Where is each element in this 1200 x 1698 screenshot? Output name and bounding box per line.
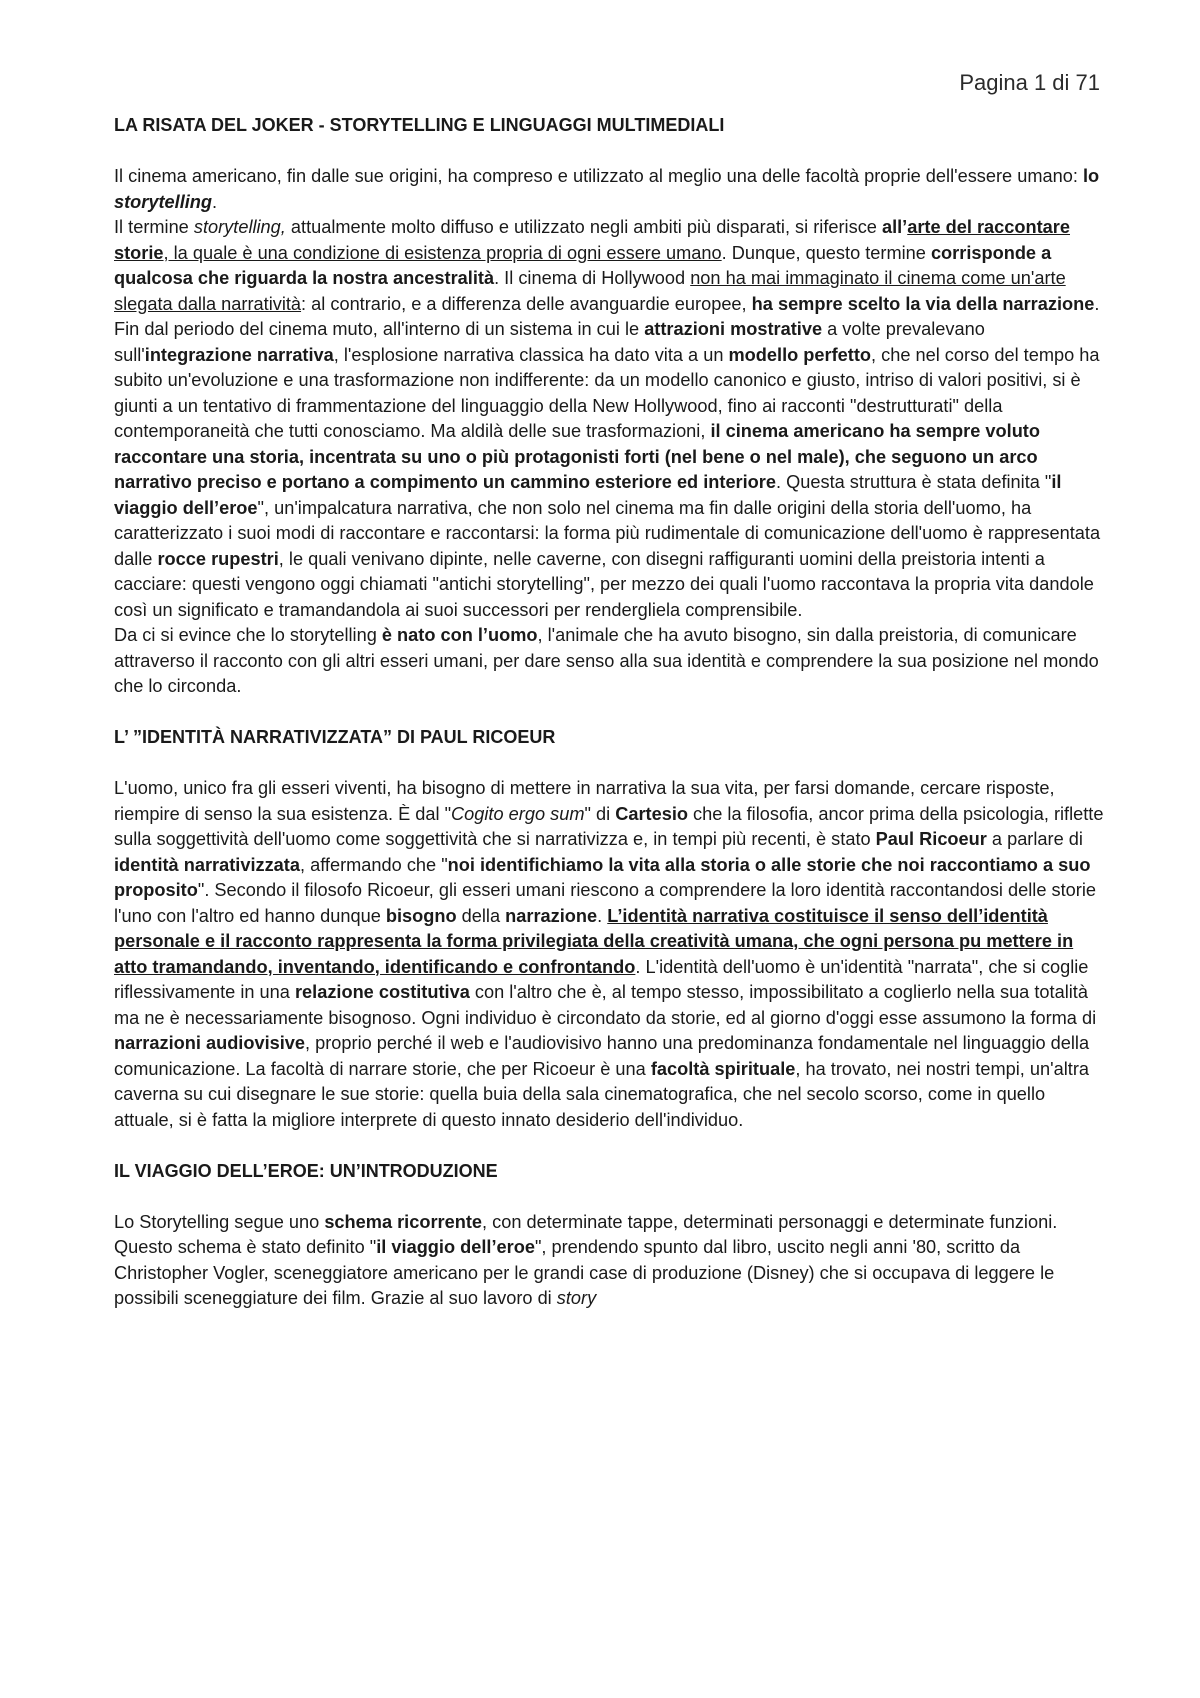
page-number: Pagina 1 di 71: [959, 70, 1100, 95]
text-run: Il cinema americano, fin dalle sue origini, ha compreso e utilizzato al meglio una delle facoltà proprie dell'essere umano:: [114, 166, 1083, 186]
text-run: . Dunque, questo termine: [721, 242, 931, 263]
paragraph: [114, 1235, 1104, 1312]
text-run: Paul Ricoeur: [875, 829, 987, 849]
text-run: attrazioni mostrative: [644, 319, 823, 339]
text-run: è nato con l’uomo: [381, 625, 538, 645]
paragraph: [114, 215, 1104, 623]
paragraph: [114, 1210, 1104, 1236]
text-run: rocce rupestri: [157, 548, 279, 569]
paragraph: [114, 164, 1104, 215]
text-run: Cartesio: [615, 803, 688, 824]
text-run: il cinema americano ha sempre voluto raccontare una storia, incentrata su uno o più protagonisti forti (nel bene o nel male), che seguono un arco narrativo preciso e portano a compimento un cammino esteriore ed interiore: [114, 421, 1040, 492]
text-run: Da ci si evince che lo storytelling: [114, 625, 382, 645]
text-run: ", prendendo spunto dal libro, uscito negli anni '80, scritto da Christopher Vogler, sceneggiatore americano per le grandi case di produzione (Disney) che si occupava di leggere le possibili sceneggiature dei film. Grazie al suo lavoro di: [114, 1237, 1055, 1308]
text-run: , la quale è una condizione di esistenza propria di ogni essere umano: [163, 242, 722, 263]
text-run: .: [597, 905, 608, 926]
text-run: non ha mai immaginato il cinema come un'arte slegata dalla narratività: [114, 268, 1066, 314]
text-run: . Questa struttura è stata definita ": [776, 472, 1052, 492]
section-heading: LA RISATA DEL JOKER - STORYTELLING E LINGUAGGI MULTIMEDIALI: [114, 115, 725, 135]
text-run: Lo Storytelling segue uno: [114, 1211, 325, 1232]
text-run: della: [456, 905, 506, 926]
document-body: [114, 113, 1104, 1312]
text-run: ". Secondo il filosofo Ricoeur, gli esseri umani riescono a comprendere la loro identità raccontandosi delle storie l'uno con l'altro ed hanno dunque: [114, 880, 1096, 926]
text-run: , l'animale che ha avuto bisogno, sin dalla preistoria, di comunicare attraverso il racconto con gli altri esseri umani, per dare senso alla sua identità e comprendere la sua posizione nel mondo che lo circonda.: [114, 625, 1099, 696]
text-run: noi identifichiamo la vita alla storia o alle storie che noi raccontiamo a suo proposito: [114, 854, 1091, 900]
section-spacer: [114, 1133, 1104, 1159]
text-run: story: [556, 1288, 597, 1308]
text-run: identità narrativizzata: [114, 854, 300, 875]
text-run: L'uomo, unico fra gli esseri viventi, ha bisogno di mettere in narrativa la sua vita, per farsi domande, cercare risposte, riempire di senso la sua esistenza. È dal ": [114, 778, 1055, 824]
text-run: all’: [881, 217, 908, 237]
text-run: . Fin dal periodo del cinema muto, all'interno di un sistema in cui le: [114, 293, 1100, 339]
section-heading: IL VIAGGIO DELL’EROE: UN’INTRODUZIONE: [114, 1160, 498, 1181]
text-run: , proprio perché il web e l'audiovisivo hanno una predominanza fondamentale nel linguaggio della comunicazione. La facoltà di narrare storie, che per Ricoeur è una: [114, 1033, 1090, 1079]
text-run: arte del raccontare storie: [114, 217, 1070, 263]
text-run: , affermando che ": [299, 854, 448, 875]
text-run: a parlare di: [986, 829, 1083, 849]
text-run: . Il cinema di Hollywood: [494, 268, 691, 288]
text-run: lo: [1082, 166, 1100, 186]
paragraph: [114, 776, 1104, 1133]
text-run: , le quali venivano dipinte, nelle caverne, con disegni raffiguranti uomini della preistoria intenti a cacciare: questi vengono oggi chiamati "antichi storytelling", per mezzo dei quali l'uomo raccontava la propria vita dandole così un significato e tramandandola ai suoi successori per rendergliela comprensibile.: [114, 548, 1094, 620]
text-run: attualmente molto diffuso e utilizzato negli ambiti più disparati, si riferisce: [285, 217, 882, 237]
text-run: , che nel corso del tempo ha subito un'evoluzione e una trasformazione non indifferente: da un modello canonico e giusto, intriso di valori positivi, si è giunti a un tentativo di frammentazione del linguaggio della New Hollywood, fino ai racconti "destrutturati" della contemporaneità che tutti conosciamo. Ma aldilà delle sue trasformazioni,: [114, 344, 1100, 441]
text-run: narrazioni audiovisive: [114, 1033, 306, 1053]
text-run: integrazione narrativa: [144, 344, 334, 365]
text-run: .: [212, 191, 218, 212]
section-heading: L’ ”IDENTITÀ NARRATIVIZZATA” DI PAUL RICOEUR: [114, 727, 556, 747]
text-run: il viaggio dell’eroe: [114, 472, 1062, 518]
text-run: Il termine: [114, 217, 194, 237]
document-section: [114, 113, 1104, 700]
text-run: Cogito ergo sum: [451, 803, 585, 824]
text-run: Questo schema è stato definito ": [114, 1237, 377, 1257]
paragraph: [114, 623, 1104, 700]
text-run: corrisponde a qualcosa che riguarda la nostra ancestralità: [114, 242, 1052, 288]
text-run: ", un'impalcatura narrativa, che non solo nel cinema ma fin dalle origini della storia dell'uomo, ha caratterizzato i suoi modi di raccontare e raccontarsi: la forma più rudimentale di comunicazione dell'uomo è rappresentata dalle: [114, 497, 1101, 569]
text-run: che la filosofia, ancor prima della psicologia, riflette sulla soggettività dell'uomo come soggettività che si narrativizza e, in tempi più recenti, è stato: [114, 803, 1104, 849]
document-section: [114, 1159, 1104, 1312]
text-run: facoltà spirituale: [650, 1058, 796, 1079]
text-run: narrazione: [505, 905, 598, 926]
text-run: modello perfetto: [728, 344, 871, 365]
text-run: a volte prevalevano sull': [114, 319, 985, 365]
text-run: storytelling: [114, 191, 213, 212]
text-run: il viaggio dell’eroe: [376, 1237, 535, 1257]
text-run: , ha trovato, nei nostri tempi, un'altra caverna su cui disegnare le sue storie: quella buia della sala cinematografica, che nel secolo scorso, come in quello attuale, si è fatta la migliore interprete di questo innato desiderio dell'individuo.: [114, 1058, 1089, 1130]
text-run: relazione costitutiva: [294, 982, 470, 1002]
text-run: storytelling,: [193, 217, 286, 237]
text-run: , l'esplosione narrativa classica ha dato vita a un: [333, 344, 729, 365]
text-run: con l'altro che è, al tempo stesso, impossibilitato a coglierlo nella sua totalità ma ne è necessariamente bisognoso. Ogni individuo è circondato da storie, ed al giorno d'oggi esse assumono la forma di: [114, 982, 1097, 1028]
text-run: . L'identità dell'uomo è un'identità "narrata", che si coglie riflessivamente in una: [114, 956, 1089, 1002]
text-run: L’identità narrativa costituisce il senso dell’identità personale e il racconto rappresenta la forma privilegiata della creatività umana, che ogni persona pu mettere in atto tramandando, inventando, identificando e confrontando: [114, 905, 1074, 977]
document-section: [114, 725, 1104, 1133]
text-run: ha sempre scelto la via della narrazione: [751, 293, 1095, 314]
section-spacer: [114, 700, 1104, 726]
text-run: , con determinate tappe, determinati personaggi e determinate funzioni.: [482, 1211, 1058, 1232]
text-run: " di: [584, 803, 616, 824]
text-run: : al contrario, e a differenza delle avanguardie europee,: [301, 293, 752, 314]
text-run: bisogno: [385, 905, 457, 926]
text-run: schema ricorrente: [324, 1211, 483, 1232]
